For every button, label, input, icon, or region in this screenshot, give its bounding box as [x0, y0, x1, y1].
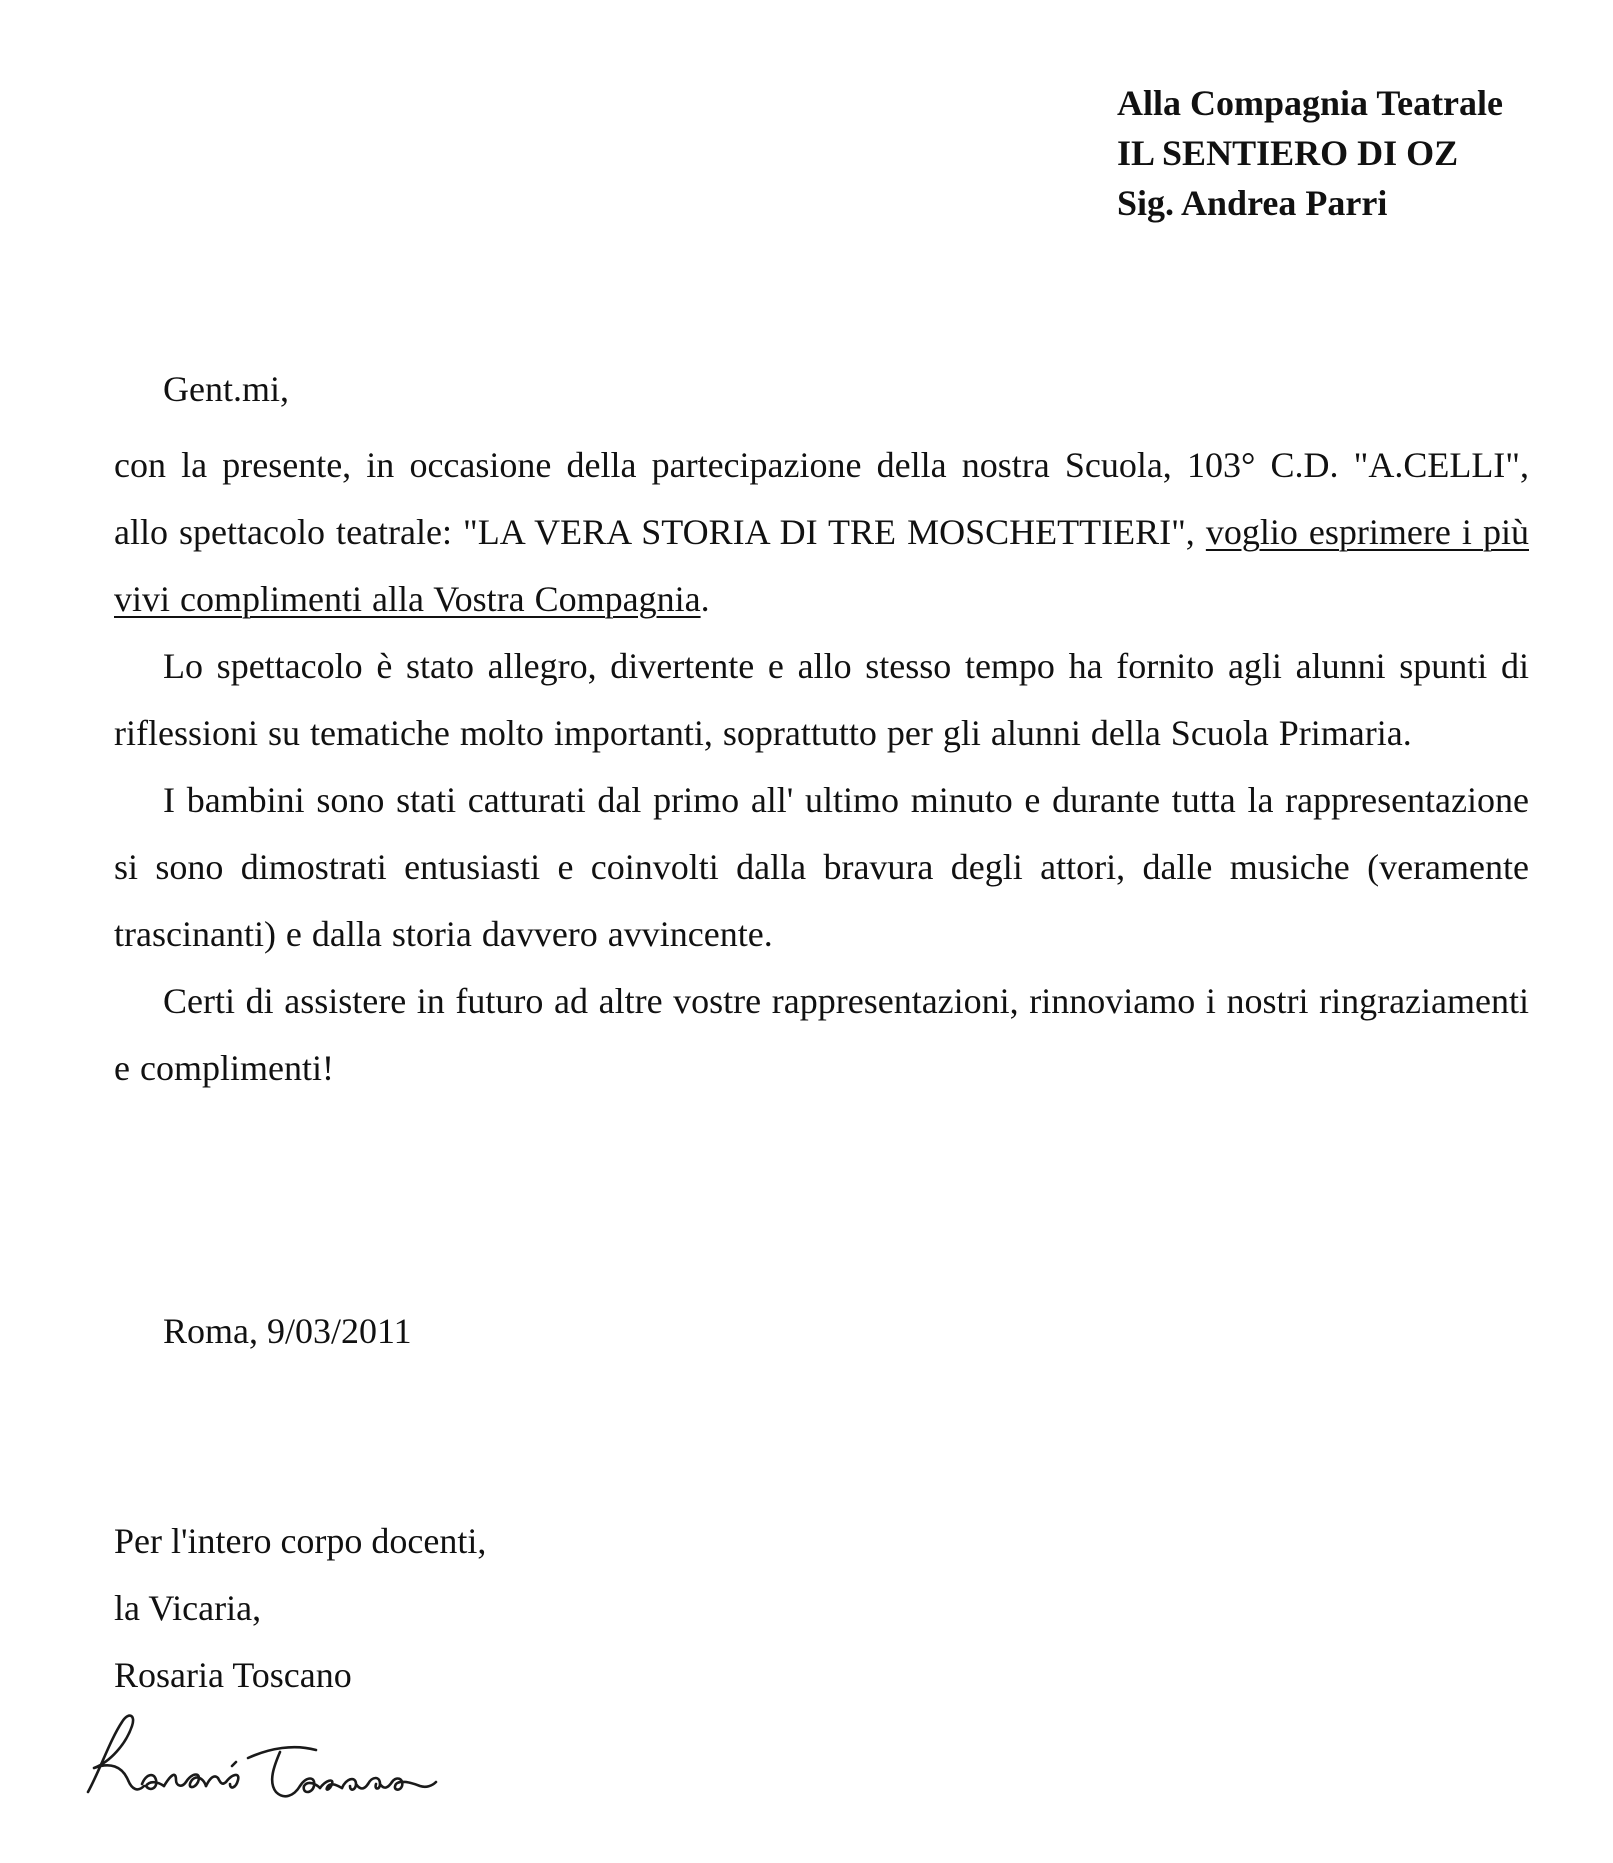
closing-block [114, 1508, 486, 1709]
paragraph-children: I bambini sono stati catturati dal primo all' ultimo minuto e durante tutta la rappresentazione si sono dimostrati entusiasti e coinvolti dalla bravura degli attori, dalle musiche (veramente trascinanti) e dalla storia davvero avvincente. [114, 780, 1529, 954]
paragraph-intro-end: . [700, 579, 710, 619]
paragraph-intro [114, 432, 1529, 633]
addressee-person: Sig. Andrea Parri [1117, 183, 1388, 223]
addressee-company: Alla Compagnia Teatrale [1117, 83, 1504, 123]
closing-line-role: la Vicaria, [114, 1588, 262, 1628]
closing-signer-name: Rosaria Toscano [114, 1655, 352, 1695]
closing-line-staff: Per l'intero corpo docenti, [114, 1521, 487, 1561]
addressee-block [1117, 78, 1503, 228]
paragraph-thanks: Certi di assistere in futuro ad altre vostre rappresentazioni, rinnoviamo i nostri ringraziamenti e complimenti! [114, 981, 1529, 1088]
underlined-compliment: voglio esprimere i più vivi complimenti alla Vostra Compagnia [114, 512, 1529, 619]
letter-body [114, 432, 1529, 1102]
place-date: Roma, 9/03/2011 [163, 1311, 412, 1351]
salutation: Gent.mi, [163, 369, 289, 409]
addressee-group-name: IL SENTIERO DI OZ [1117, 133, 1459, 173]
handwritten-signature [80, 1700, 440, 1810]
paragraph-show: Lo spettacolo è stato allegro, divertente e allo stesso tempo ha fornito agli alunni spunti di riflessioni su tematiche molto importanti, soprattutto per gli alunni della Scuola Primaria. [114, 646, 1529, 753]
paragraph-intro-text: con la presente, in occasione della partecipazione della nostra Scuola, 103° C.D. "A.CELLI", allo spettacolo teatrale: "LA VERA STORIA DI TRE MOSCHETTIERI", [114, 445, 1529, 552]
